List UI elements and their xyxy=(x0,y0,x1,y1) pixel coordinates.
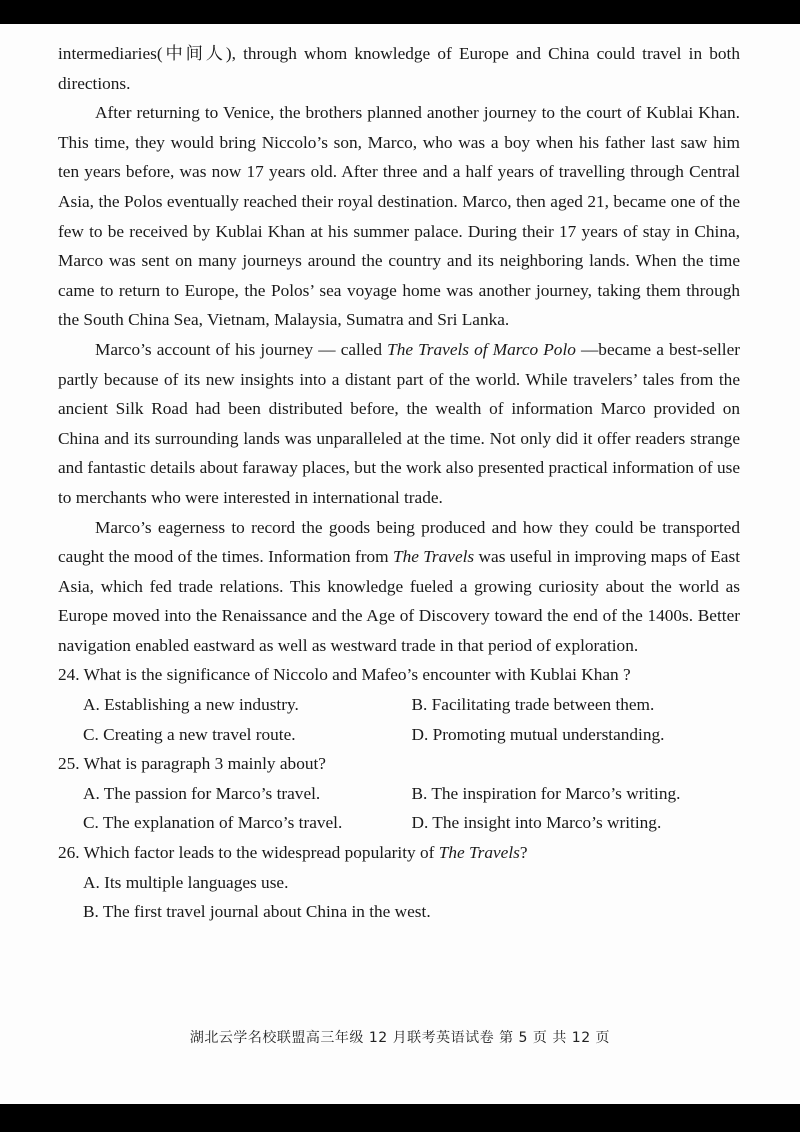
paragraph-2: After returning to Venice, the brothers planned another journey to the court of Kublai Khan. This time, they would bring Niccolo’s son, Marco, who was a boy when his father last saw him ten years before, was now 17 years old. After three and a half years of travelling through Central Asia, the Polos eventually reached their royal destination. Marco, then aged 21, became one of the few to be received by Kublai Khan at his summer palace. During their 17 years of stay in China, Marco was sent on many journeys around the country and its neighboring lands. When the time came to return to Europe, the Polos’ sea voyage home was another journey, taking them through the South China Sea, Vietnam, Malaysia, Sumatra and Sri Lanka. xyxy=(58,103,740,330)
option-d: D. The insight into Marco’s writing. xyxy=(411,813,662,833)
question-mark: ? xyxy=(519,843,528,863)
page-content xyxy=(58,39,740,927)
question-stem xyxy=(58,838,740,868)
option-b: B. Facilitating trade between them. xyxy=(411,695,655,715)
question-25 xyxy=(58,749,740,838)
question-stem: 25. What is paragraph 3 mainly about? xyxy=(58,754,326,774)
paragraph-3-text-b: —became a best-seller partly because of its new insights into a distant part of the world. While travelers’ tales from the ancient Silk Road had been distributed before, the wealth of information Marco provided on China and its surrounding lands was unparalleled at the time. Not only did it offer readers strange and fantastic details about faraway places, but the work also presented practical information of use to merchants who were interested in international trade. xyxy=(58,339,740,507)
book-title: The Travels of Marco Polo xyxy=(387,339,576,359)
option-b: B. The first travel journal about China in the west. xyxy=(83,902,431,922)
option-d: D. Promoting mutual understanding. xyxy=(411,724,665,744)
book-title: The Travels xyxy=(438,843,520,863)
question-stem-text: 26. Which factor leads to the widespread popularity of xyxy=(58,843,439,863)
option-row xyxy=(58,720,740,750)
paragraph-4-text-a: Marco’s eagerness to record the goods being produced and how they could be transported caught the mood of the times. Information from xyxy=(58,517,740,567)
question-24 xyxy=(58,660,740,749)
option-c: C. Creating a new travel route. xyxy=(83,724,296,744)
option-b: B. The inspiration for Marco’s writing. xyxy=(411,783,681,803)
paragraph-4-text-b: was useful in improving maps of East Asia, which fed trade relations. This knowledge fueled a growing curiosity about the world as Europe moved into the Renaissance and the Age of Discovery toward the end of the 1400s. Better navigation enabled eastward as well as westward trade in that period of exploration. xyxy=(58,547,740,655)
paragraph-3-text-a: Marco’s account of his journey — called xyxy=(95,339,388,359)
question-stem: 24. What is the significance of Niccolo and Mafeo’s encounter with Kublai Khan ? xyxy=(58,665,631,685)
exam-page xyxy=(0,24,800,1104)
option-row xyxy=(58,779,740,809)
option-row xyxy=(58,808,740,838)
paragraph-3 xyxy=(58,335,740,513)
option-row xyxy=(58,690,740,720)
option-c: C. The explanation of Marco’s travel. xyxy=(83,813,343,833)
paragraph-1-continued: intermediaries(中间人), through whom knowledge of Europe and China could travel in both directions. xyxy=(58,44,740,93)
question-26 xyxy=(58,838,740,927)
paragraph-4 xyxy=(58,513,740,661)
option-a: A. Establishing a new industry. xyxy=(83,695,299,715)
page-footer: 湖北云学名校联盟高三年级 12 月联考英语试卷 第 5 页 共 12 页 xyxy=(189,1030,611,1046)
option-a: A. The passion for Marco’s travel. xyxy=(83,783,321,803)
option-a: A. Its multiple languages use. xyxy=(83,872,289,892)
book-title: The Travels xyxy=(392,547,475,567)
